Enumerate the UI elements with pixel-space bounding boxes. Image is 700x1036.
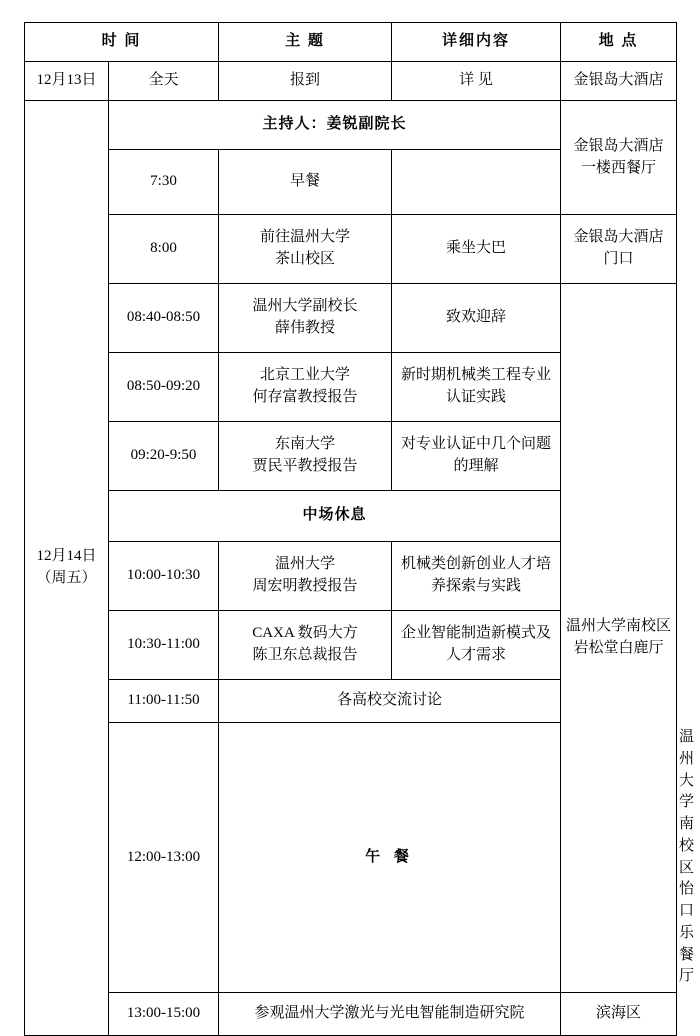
cell-detail-talk4 [392,611,561,680]
cell-place-breakfast [561,101,677,215]
topic-line-2: 陈卫东总裁报告 [252,647,358,663]
cell-time-talk3: 10:00-10:30 [109,542,219,611]
cell-detail-talk2 [392,422,561,491]
cell-detail-talk1 [392,353,561,422]
schedule-document [0,22,700,1022]
detail-line-2: 的理解 [453,458,499,474]
topic-line-2: 茶山校区 [275,251,336,267]
detail-line-2: 养探索与实践 [431,578,522,594]
cell-time-discussion: 11:00-11:50 [109,680,219,723]
cell-time-breakfast: 7:30 [109,150,219,215]
cell-discussion: 各高校交流讨论 [219,680,561,723]
cell-time-day1: 全天 [109,62,219,101]
schedule-table [24,22,695,1036]
table-row: 12:00-13:00 午 餐 温州大学南校区 怡口乐餐厅 [25,723,677,993]
topic-line-1: 温州大学副校长 [252,298,358,315]
table-row [25,993,677,1036]
place-line-1: 金银岛大酒店 [573,229,664,246]
table-row [25,215,677,284]
cell-time-lunch: 12:00-13:00 [109,723,219,993]
cell-host: 主持人：姜锐副院长 [109,101,561,150]
cell-time-welcome: 08:40-08:50 [109,284,219,353]
detail-line-2: 人才需求 [446,647,507,663]
cell-time-talk4: 10:30-11:00 [109,611,219,680]
topic-line-1: 东南大学 [275,436,336,453]
topic-line-2: 何存富教授报告 [252,389,358,405]
topic-line-1: 前往温州大学 [260,229,351,246]
cell-date-day1: 12月13日 [25,62,109,101]
date-line-1: 12月14日 [36,548,97,565]
cell-break: 中场休息 [109,491,561,542]
cell-detail-day1: 详 见 [392,62,561,101]
cell-topic-talk1 [219,353,392,422]
topic-line-1: CAXA 数码大方 [252,625,358,642]
cell-time-talk1: 08:50-09:20 [109,353,219,422]
table-row [25,101,677,150]
topic-line-1: 北京工业大学 [260,367,351,384]
cell-date-day2 [25,101,109,1036]
header-topic: 主 题 [219,23,392,62]
cell-lunch: 午 餐 [219,723,561,993]
header-detail: 详细内容 [392,23,561,62]
cell-time-talk2: 09:20-9:50 [109,422,219,491]
detail-line-1: 新时期机械类工程专业 [401,367,552,384]
cell-detail-welcome: 致欢迎辞 [392,284,561,353]
cell-place-day1: 金银岛大酒店 [561,62,677,101]
cell-topic-talk2 [219,422,392,491]
place-line-2: 门口 [603,251,634,267]
table-row [25,284,677,353]
topic-line-2: 薛伟教授 [275,320,336,336]
detail-line-1: 企业智能制造新模式及 [401,625,552,642]
cell-detail-talk3 [392,542,561,611]
topic-line-2: 贾民平教授报告 [252,458,358,474]
cell-place-venue [561,284,677,993]
place-line-1: 金银岛大酒店 [573,137,664,154]
header-time: 时 间 [25,23,219,62]
cell-detail-breakfast [392,150,561,215]
cell-topic-bus [219,215,392,284]
topic-line-1: 温州大学 [275,556,336,573]
cell-detail-bus: 乘坐大巴 [392,215,561,284]
cell-topic-talk4 [219,611,392,680]
detail-line-1: 机械类创新创业人才培 [401,556,552,573]
detail-line-1: 对专业认证中几个问题 [401,436,552,453]
cell-place-visit: 滨海区 [561,993,677,1036]
cell-topic-welcome [219,284,392,353]
place-line-2: 一楼西餐厅 [581,159,657,176]
cell-visit: 参观温州大学激光与光电智能制造研究院 [219,993,561,1036]
cell-time-visit: 13:00-15:00 [109,993,219,1036]
table-row [25,62,677,101]
topic-line-2: 周宏明教授报告 [252,578,358,594]
cell-place-bus [561,215,677,284]
cell-time-bus: 8:00 [109,215,219,284]
venue-line-2: 岩松堂白鹿厅 [573,640,664,656]
header-place: 地 点 [561,23,677,62]
cell-topic-breakfast: 早餐 [219,150,392,215]
cell-topic-talk3 [219,542,392,611]
venue-line-1: 温州大学南校区 [566,618,672,635]
detail-line-2: 认证实践 [446,389,507,405]
date-line-2: （周五） [36,570,97,586]
cell-topic-day1: 报到 [219,62,392,101]
table-header-row [25,23,677,62]
